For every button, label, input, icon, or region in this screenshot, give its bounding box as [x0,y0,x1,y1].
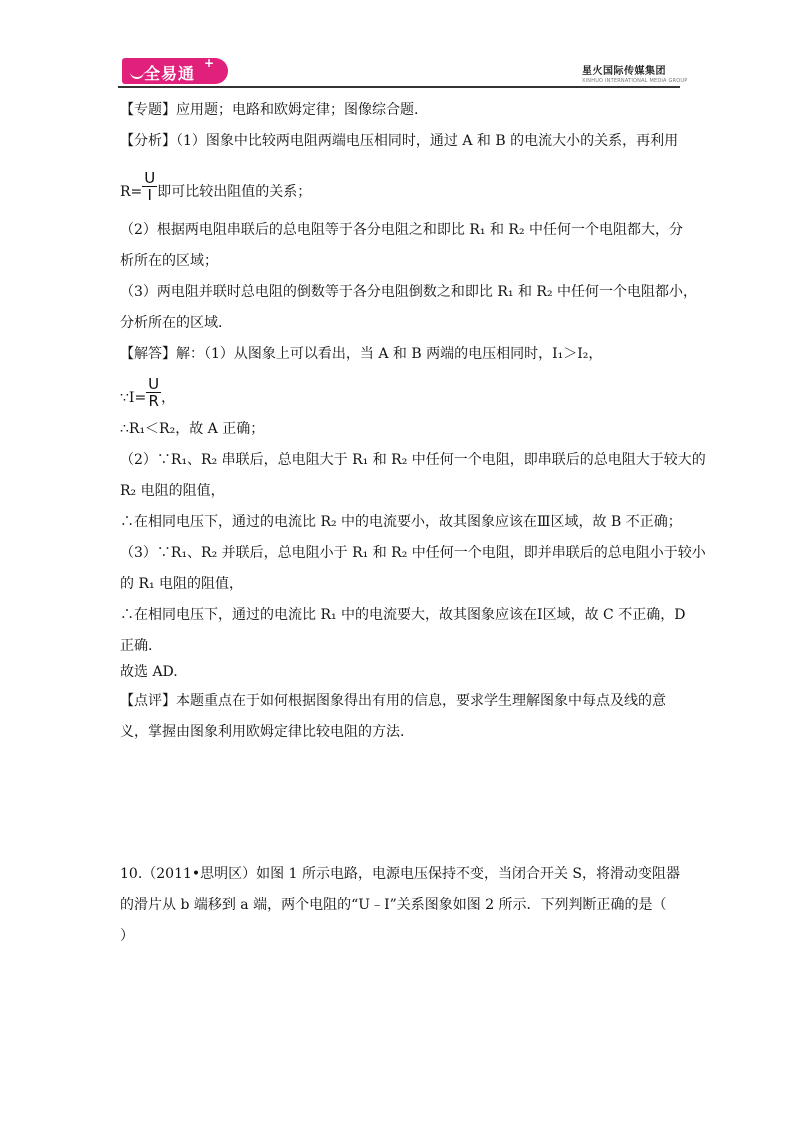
publisher-name: 星火国际传媒集团 [582,66,666,77]
question-line: 的滑片从 b 端移到 a 端，两个电阻的“U﹣I”关系图象如图 2 所示．下列判断正确的是（ [120,897,667,913]
answer-line: （2）∵R₁、R₂ 串联后，总电阻大于 R₁ 和 R₂ 中任何一个电阻，即串联后的总电阻大于较大的 [120,452,706,468]
comment-line: 【点评】本题重点在于如何根据图象得出有用的信息，要求学生理解图象中每点及线的意 [120,693,666,709]
formula-prefix: R= [120,184,143,200]
analysis-line: 析所在的区域； [120,253,218,269]
answer-line: ∴在相同电压下，通过的电流比 R₂ 中的电流要小，故其图象应该在Ⅲ区域，故 B 不正确； [120,514,682,530]
formula-suffix: ， [161,390,176,406]
question-line: 10.（2011•思明区）如图 1 所示电路，电源电压保持不变，当闭合开关 S，将滑动变阻器 [120,866,680,882]
formula-line-r [120,170,311,203]
page-header [0,0,800,100]
analysis-line: （3）两电阻并联时总电阻的倒数等于各分电阻倒数之和即比 R₁ 和 R₂ 中任何一个电阻都小， [120,284,698,300]
answer-line: 【解答】解：（1）从图象上可以看出，当 A 和 B 两端的电压相同时，I₁＞I₂， [120,346,603,362]
topic-line: 【专题】应用题；电路和欧姆定律；图像综合题. [120,102,419,118]
brand-logo [122,58,228,84]
logo-swoosh-icon [130,71,144,79]
answer-line: 的 R₁ 电阻的阻值， [120,576,244,592]
answer-line: ∴在相同电压下，通过的电流比 R₁ 中的电流要大，故其图象应该在Ⅰ区域，故 C 不正确，D [120,607,686,623]
answer-line: R₂ 电阻的阻值， [120,483,225,499]
fraction-denominator: I [147,186,152,204]
analysis-line: 分析所在的区域. [120,315,223,331]
comment-line: 义，掌握由图象利用欧姆定律比较电阻的方法. [120,724,405,740]
formula-prefix: ∵I= [120,390,147,406]
fraction-denominator: R [148,392,159,410]
fraction-u-over-i [142,170,157,203]
publisher-subtitle: XINHUO INTERNATIONAL MEDIA GROUP [582,78,688,84]
answer-line: ∴R₁＜R₂，故 A 正确； [120,421,265,437]
analysis-line: （2）根据两电阻串联后的总电阻等于各分电阻之和即比 R₁ 和 R₂ 中任何一个电阻都大，分 [120,222,684,238]
header-divider [118,86,680,88]
publisher-brand [582,62,688,84]
formula-suffix: 即可比较出阻值的关系； [157,184,312,200]
analysis-line: 【分析】（1）图象中比较两电阻两端电压相同时，通过 A 和 B 的电流大小的关系，再利用 [120,133,679,149]
formula-line-i [120,376,175,409]
logo-plus: + [203,56,214,70]
question-line: ） [120,928,134,944]
fraction-u-over-r [146,376,161,409]
fraction-numerator: U [144,169,156,187]
choice-line: 故选 AD. [120,664,178,680]
answer-line: （3）∵R₁、R₂ 并联后，总电阻小于 R₁ 和 R₂ 中任何一个电阻，即并串联后的总电阻小于较小 [120,545,706,561]
answer-line: 正确. [120,638,153,654]
fraction-numerator: U [148,375,160,393]
logo-text: 全易通 [144,64,196,83]
